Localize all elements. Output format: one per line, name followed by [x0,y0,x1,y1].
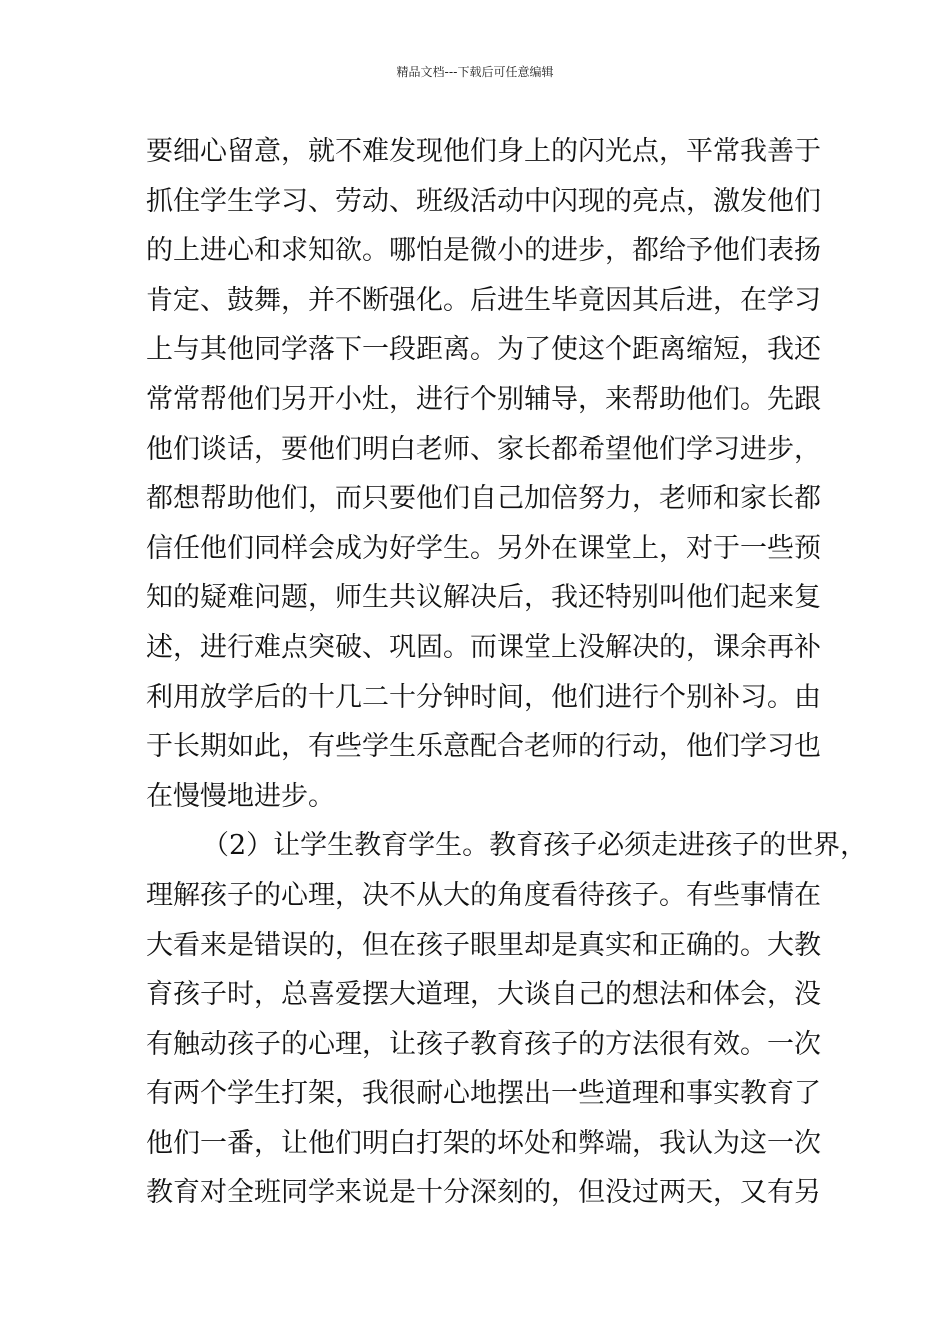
text-line: 抓住学生学习、劳动、班级活动中闪现的亮点，激发他们 [146,185,821,217]
text-line: 大看来是错误的，但在孩子眼里却是真实和正确的。大教 [146,929,821,961]
text-line: 他们一番，让他们明白打架的坏处和弊端，我认为这一次 [146,1127,821,1159]
page-header: 精品文档---下载后可任意编辑 [396,65,554,79]
text-line: 他们谈话，要他们明白老师、家长都希望他们学习进步， [146,433,821,465]
text-line: 上与其他同学落下一段距离。为了使这个距离缩短，我还 [146,334,821,366]
text-line: 信任他们同样会成为好学生。另外在课堂上，对于一些预 [146,532,821,564]
text-line: 都想帮助他们，而只要他们自己加倍努力，老师和家长都 [146,483,821,515]
text-line: 有触动孩子的心理，让孩子教育孩子的方法很有效。一次 [146,1028,821,1060]
text-line: 常常帮他们另开小灶，进行个别辅导，来帮助他们。先跟 [146,383,821,415]
text-line: 要细心留意，就不难发现他们身上的闪光点，平常我善于 [146,136,821,167]
text-line: 在慢慢地进步。 [146,780,335,812]
text-line: 的上进心和求知欲。哪怕是微小的进步，都给予他们表扬 [146,235,821,267]
paragraph-start-line: （2）让学生教育学生。教育孩子必须走进孩子的世界， [202,830,868,862]
text-line: 教育对全班同学来说是十分深刻的，但没过两天，又有另 [146,1177,821,1209]
text-line: 知的疑难问题，师生共议解决后，我还特别叫他们起来复 [146,582,821,614]
text-line: 育孩子时，总喜爱摆大道理，大谈自己的想法和体会，没 [146,979,821,1011]
text-line: 有两个学生打架，我很耐心地摆出一些道理和事实教育了 [146,1078,821,1110]
document-body [146,127,868,1218]
text-line: 理解孩子的心理，决不从大的角度看待孩子。有些事情在 [146,879,821,911]
text-line: 于长期如此，有些学生乐意配合老师的行动，他们学习也 [146,731,821,763]
text-line: 利用放学后的十几二十分钟时间，他们进行个别补习。由 [146,681,821,713]
text-line: 肯定、鼓舞，并不断强化。后进生毕竟因其后进，在学习 [146,284,821,316]
text-line: 述，进行难点突破、巩固。而课堂上没解决的，课余再补 [146,631,821,663]
